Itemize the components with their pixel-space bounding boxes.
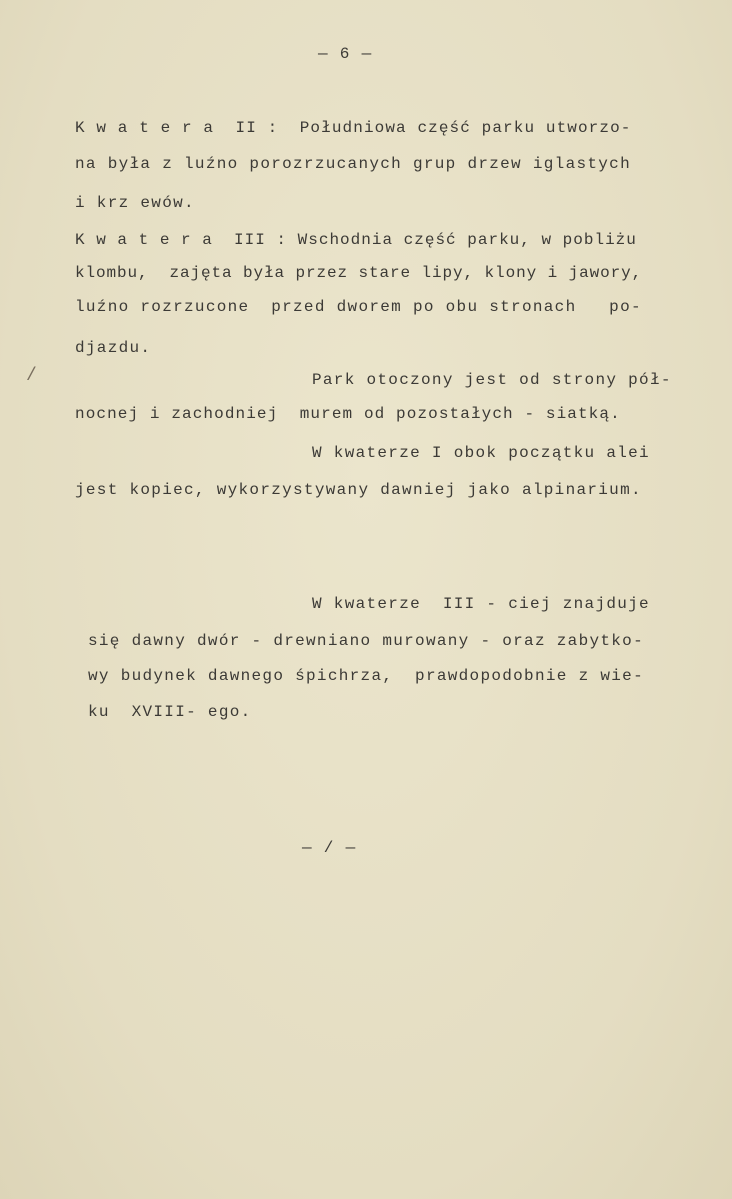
text-line: K w a t e r a III : Wschodnia część parku, w pobliżu [75,231,637,249]
text-line: na była z luźno porozrzucanych grup drzew iglastych [75,155,631,173]
text-line: W kwaterze III - ciej znajduje [312,595,650,613]
text-line: K w a t e r a II : Południowa część parku utworzo- [75,119,632,137]
text-line: i krz ewów. [75,194,195,212]
text-line: djazdu. [75,339,152,357]
text-line: jest kopiec, wykorzystywany dawniej jako alpinarium. [75,481,642,499]
text-line: Park otoczony jest od strony pół- [312,371,672,389]
text-line: W kwaterze I obok początku alei [312,444,650,462]
page-continuation-mark: — / — [302,839,357,857]
text-line: się dawny dwór - drewniano murowany - oraz zabytko- [88,632,644,650]
page-number: — 6 — [318,45,373,63]
text-line: ku XVIII- ego. [88,703,252,721]
text-line: nocnej i zachodniej murem od pozostałych - siatką. [75,405,621,423]
text-line: klombu, zajęta była przez stare lipy, klony i jawory, [75,264,643,282]
text-line: luźno rozrzucone przed dworem po obu stronach po- [75,298,642,316]
pencil-mark: / [26,366,37,386]
text-line: wy budynek dawnego śpichrza, prawdopodobnie z wie- [88,667,644,685]
